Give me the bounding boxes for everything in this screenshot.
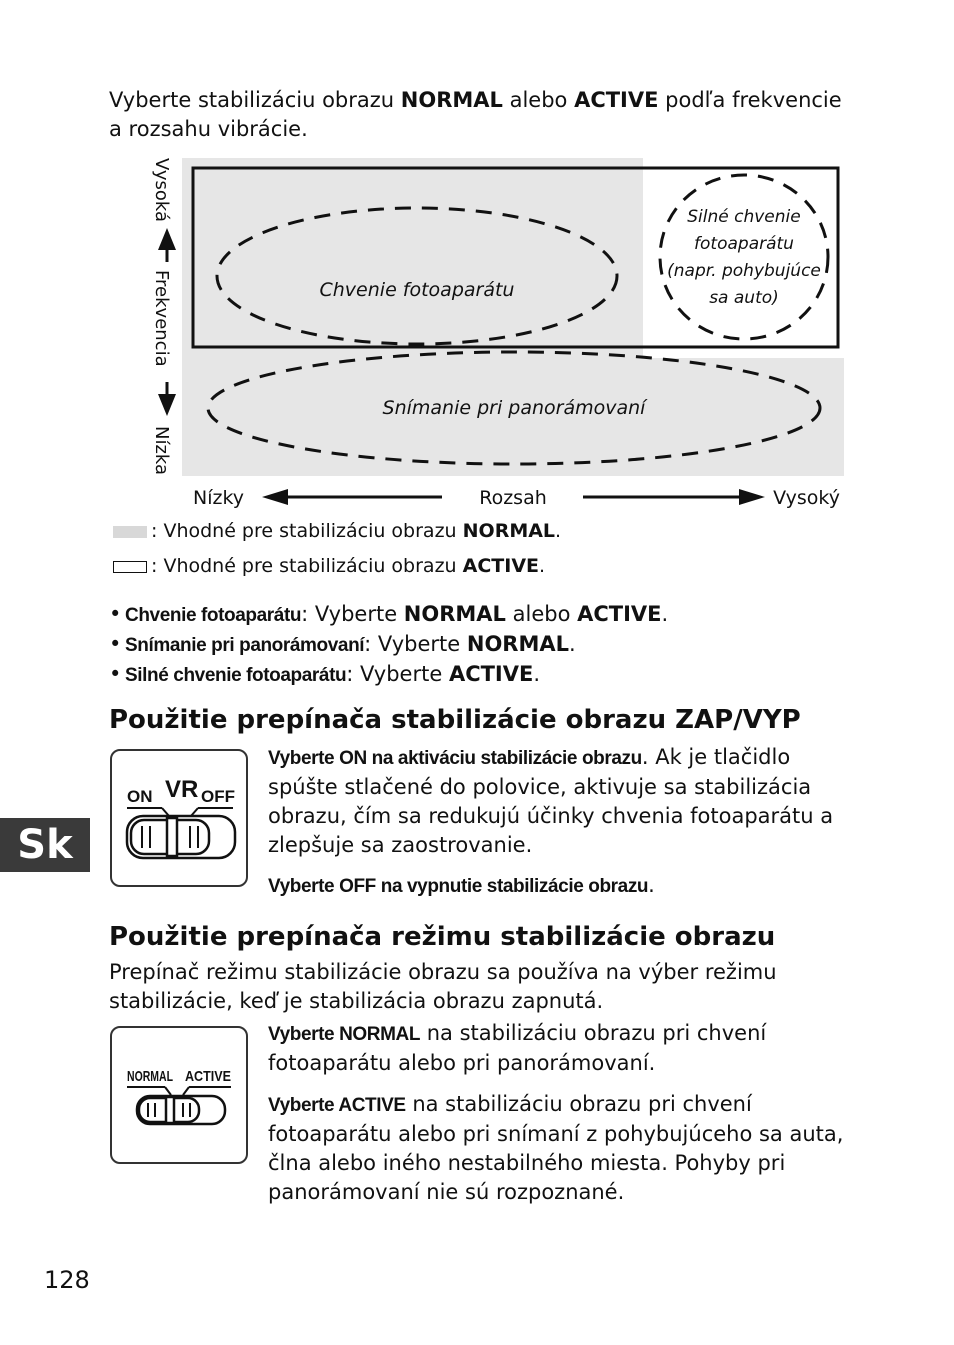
strong-shake-label-3: (napr. pohybujúce	[667, 261, 821, 281]
strong-shake-circle	[660, 175, 828, 339]
normal-swatch	[113, 526, 147, 538]
vr-switch-illustration	[109, 748, 249, 888]
y-arrow-down-icon	[158, 394, 176, 416]
list-item: • Chvenie fotoaparátu: Vyberte NORMAL alebo ACTIVE.	[109, 600, 869, 630]
strong-shake-label-4: sa auto)	[709, 288, 779, 308]
vr-on-paragraph: Vyberte ON na aktiváciu stabilizácie obrazu. Ak je tlačidlo spúšte stlačené do polovice, aktivuje sa stabilizácia obrazu, čím sa redukujú účinky chvenia fotoaparátu a zlepšuje sa zaostrovanie.	[268, 745, 834, 857]
y-axis	[151, 158, 172, 475]
y-arrow-up-icon	[158, 228, 176, 250]
camera-shake-label: Chvenie fotoaparátu	[319, 279, 515, 301]
active-swatch	[113, 561, 147, 573]
mode-active-paragraph: Vyberte ACTIVE na stabilizáciu obrazu pri chvení fotoaparátu alebo pri snímaní z pohybujúceho sa auta, člna alebo iného nestabilného miesta. Pohyby pri panorámovaní nie sú rozpoznané.	[268, 1092, 844, 1204]
switch-active-label: ACTIVE	[185, 1068, 231, 1085]
y-axis-high-label: Vysoká	[151, 158, 172, 223]
vr-mode-switch-illustration	[109, 1025, 249, 1165]
switch-off-label: OFF	[201, 787, 235, 806]
switch-vr-label: VR	[165, 776, 199, 803]
switch-normal-label: NORMAL	[127, 1068, 173, 1085]
x-arrow-right-icon	[739, 489, 765, 505]
x-axis-high-label: Vysoký	[773, 487, 840, 509]
page-number: 128	[44, 1266, 90, 1294]
x-axis-low-label: Nízky	[193, 487, 245, 509]
list-item: • Silné chvenie fotoaparátu: Vyberte ACTIVE.	[109, 660, 869, 690]
section-title-vr-mode: Použitie prepínača režimu stabilizácie obrazu	[109, 922, 776, 952]
y-axis-label: Frekvencia	[151, 270, 172, 367]
list-item: • Snímanie pri panorámovaní: Vyberte NORMAL.	[109, 630, 869, 660]
strong-shake-label-2: fotoaparátu	[694, 234, 794, 254]
language-tab: Sk	[0, 818, 90, 872]
legend-normal: : Vhodné pre stabilizáciu obrazu NORMAL.	[113, 519, 561, 543]
x-axis-label: Rozsah	[479, 487, 547, 509]
vr-mode-intro: Prepínač režimu stabilizácie obrazu sa používa na výber režimu stabilizácie, keď je stabilizácia obrazu zapnutá.	[109, 960, 777, 1013]
switch-on-label: ON	[127, 787, 153, 806]
recommendation-list	[109, 600, 869, 690]
intro-paragraph: Vyberte stabilizáciu obrazu NORMAL alebo ACTIVE podľa frekvencie a rozsahu vibrácie.	[109, 88, 842, 141]
vibration-diagram	[0, 0, 954, 520]
section-title-vr-switch: Použitie prepínača stabilizácie obrazu ZAP/VYP	[109, 705, 801, 735]
mode-normal-paragraph: Vyberte NORMAL na stabilizáciu obrazu pri chvení fotoaparátu alebo pri panorámovaní.	[268, 1021, 767, 1075]
panning-label: Snímanie pri panorámovaní	[382, 397, 646, 419]
legend-active: : Vhodné pre stabilizáciu obrazu ACTIVE.	[113, 554, 545, 578]
x-arrow-left-icon	[262, 489, 288, 505]
vr-off-paragraph: Vyberte OFF na vypnutie stabilizácie obrazu.	[268, 873, 655, 897]
y-axis-low-label: Nízka	[151, 426, 172, 476]
strong-shake-label-1: Silné chvenie	[687, 207, 801, 227]
